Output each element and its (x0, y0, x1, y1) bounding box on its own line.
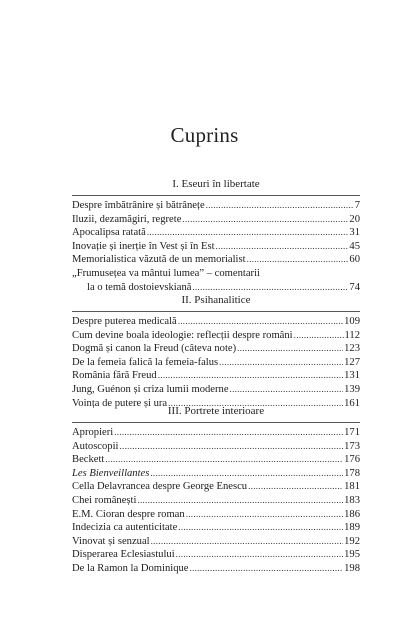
toc-entry: la o temă dostoievskiană ..... 74 (72, 281, 360, 295)
section-divider (72, 195, 360, 196)
toc-entry: Inovație și inerție în Vest și în Est ..... 45 (72, 240, 360, 254)
toc-entry: Iluzii, dezamăgiri, regrete ..... 20 (72, 213, 360, 227)
section-divider (72, 311, 360, 312)
toc-entry: Vinovat și senzual ..... 192 (72, 535, 360, 549)
toc-entry: Indecizia ca autenticitate ..... 189 (72, 521, 360, 535)
toc-section-1 (72, 178, 360, 294)
toc-entry: Disperarea Eclesiastului ..... 195 (72, 548, 360, 562)
toc-entry: Despre îmbătrânire și bătrânețe ..... 7 (72, 199, 360, 213)
toc-entry: Les Bienveillantes ..... 178 (72, 467, 360, 481)
toc-entry: Despre puterea medicală ..... 109 (72, 315, 360, 329)
toc-section-3 (72, 405, 360, 576)
toc-entry: Voința de putere și ura ..... 161 (72, 397, 360, 411)
toc-entry: Memorialistica văzută de un memorialist ..... 60 (72, 253, 360, 267)
toc-entry: România fără Freud ..... 131 (72, 369, 360, 383)
toc-section-2 (72, 294, 360, 410)
section-heading: III. Portrete interioare (167, 405, 265, 417)
toc-entry: Beckett ..... 176 (72, 453, 360, 467)
section-divider (72, 422, 360, 423)
toc-entry: Dogmă și canon la Freud (câteva note) ..... 123 (72, 342, 360, 356)
toc-entry: Chei românești ..... 183 (72, 494, 360, 508)
toc-entry: Jung, Guénon și criza lumii moderne ..... 139 (72, 383, 360, 397)
section-heading: II. Psihanalitice (181, 294, 251, 306)
toc-entry: Apocalipsa ratată ..... 31 (72, 226, 360, 240)
section-heading: I. Eseuri în libertate (172, 178, 260, 190)
toc-entry: E.M. Cioran despre roman ..... 186 (72, 508, 360, 522)
page-title: Cuprins (170, 123, 239, 147)
toc-entry: Cella Delavrancea despre George Enescu ..... 181 (72, 480, 360, 494)
toc-entry: „Frumusețea va mântui lumea” – comentarii (72, 267, 260, 279)
toc-entry: Autoscopii ..... 173 (72, 440, 360, 454)
toc-entry: De la femeia falică la femeia-falus ..... 127 (72, 356, 360, 370)
toc-entry: De la Ramon la Dominique ..... 198 (72, 562, 360, 576)
toc-entry: Cum devine boala ideologie: reflecții despre români ..... 112 (72, 329, 360, 343)
toc-entry: Apropieri ..... 171 (72, 426, 360, 440)
